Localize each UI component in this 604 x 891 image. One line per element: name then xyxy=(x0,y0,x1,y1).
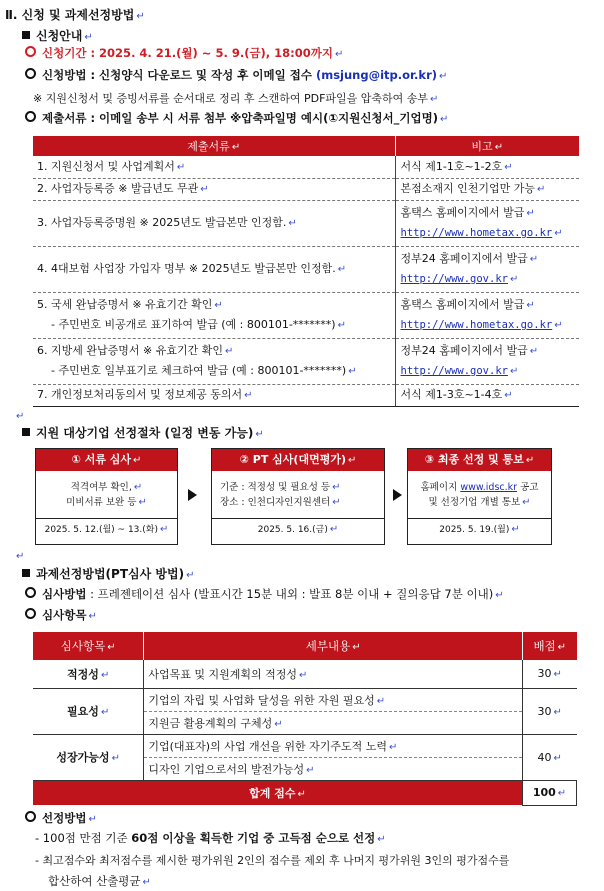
step-pt-review xyxy=(211,448,385,545)
application-guide-heading: 신청안내 ↵ xyxy=(22,27,93,44)
detail-cell: 사업목표 및 지원계획의 적정성 ↵ xyxy=(144,660,523,688)
score-header-points: 배점 ↵ xyxy=(523,632,577,660)
total-label: 합계 점수 ↵ xyxy=(33,780,523,805)
circle-bullet-icon xyxy=(25,811,36,822)
square-bullet-icon xyxy=(22,569,30,577)
step-date: 2025. 5. 19.(월) ↵ xyxy=(439,524,520,535)
step-body: 기준 : 적정성 및 필요성 등 ↵ 장소 : 인천디자인지원센터 ↵ xyxy=(212,471,384,519)
arrow-right-icon xyxy=(188,489,197,501)
circle-bullet-icon xyxy=(25,46,36,57)
step-title: ① 서류 심사 ↵ xyxy=(36,449,177,471)
docs-header-note: 비고 ↵ xyxy=(395,136,579,156)
doc-cell: 5. 국세 완납증명서 ※ 유효기간 확인 ↵ - 주민번호 비공개로 표기하여 발급 (예 : 800101-*******) ↵ xyxy=(33,292,395,338)
detail-cell: 기업(대표자)의 사업 개선을 위한 자기주도적 노력 ↵ xyxy=(144,734,523,757)
score-table xyxy=(33,632,577,806)
step-date: 2025. 5. 16.(금) ↵ xyxy=(257,524,339,535)
circle-bullet-icon xyxy=(25,608,36,619)
paragraph-mark: ↵ xyxy=(16,551,25,562)
hometax-link[interactable]: http://www.hometax.go.kr xyxy=(400,319,553,331)
square-bullet-icon xyxy=(22,31,30,39)
table-row xyxy=(33,178,579,200)
step-document-review xyxy=(35,448,178,545)
doc-cell: 7. 개인정보처리동의서 및 정보제공 동의서 ↵ xyxy=(33,384,395,406)
category-cell: 필요성 ↵ xyxy=(33,688,144,734)
docs-header-document: 제출서류 ↵ xyxy=(33,136,395,156)
circle-bullet-icon xyxy=(25,587,36,598)
doc-cell: 4. 4대보험 사업장 가입자 명부 ※ 2025년도 발급본만 인정함. ↵ xyxy=(33,246,395,292)
section-title: Ⅱ. 신청 및 과제선정방법 ↵ xyxy=(5,8,145,22)
circle-bullet-icon xyxy=(25,111,36,122)
paragraph-mark: ↵ xyxy=(16,411,25,422)
arrow-right-icon xyxy=(393,489,402,501)
square-bullet-icon xyxy=(22,428,30,436)
criteria-line-3: 합산하여 산출평균 ↵ xyxy=(48,874,151,888)
note-cell: 정부24 홈페이지에서 발급 ↵ http://www.gov.kr ↵ xyxy=(395,246,579,292)
detail-cell: 디자인 기업으로서의 발전가능성 ↵ xyxy=(144,757,523,780)
category-cell: 성장가능성 ↵ xyxy=(33,734,144,780)
gov24-link[interactable]: http://www.gov.kr xyxy=(400,365,508,377)
procedure-heading: 지원 대상기업 선정절차 (일정 변동 가능) ↵ xyxy=(22,424,264,441)
selection-heading: 과제선정방법(PT심사 방법) ↵ xyxy=(22,565,194,582)
application-method: 신청방법 : 신청양식 다운로드 및 작성 후 이메일 접수 (msjung@itp.or.kr) ↵ xyxy=(25,67,447,83)
hometax-link[interactable]: http://www.hometax.go.kr xyxy=(400,227,553,239)
application-period: 신청기간 : 2025. 4. 21.(월) ~ 5. 9.(금), 18:00까지 ↵ xyxy=(25,45,343,61)
doc-cell: 2. 사업자등록증 ※ 발급년도 무관 ↵ xyxy=(33,178,395,200)
detail-cell: 지원금 활용계획의 구체성 ↵ xyxy=(144,711,523,734)
doc-cell: 3. 사업자등록증명원 ※ 2025년도 발급본만 인정함. ↵ xyxy=(33,200,395,246)
points-cell: 30 ↵ xyxy=(523,660,577,688)
score-header-item: 심사항목 ↵ xyxy=(33,632,144,660)
note-cell: 정부24 홈페이지에서 발급 ↵ http://www.gov.kr ↵ xyxy=(395,338,579,384)
points-cell: 40 ↵ xyxy=(523,734,577,780)
table-row xyxy=(33,384,579,406)
circle-bullet-icon xyxy=(25,68,36,79)
table-row xyxy=(33,292,579,338)
step-final-selection xyxy=(407,448,552,545)
doc-cell: 1. 지원신청서 및 사업계획서 ↵ xyxy=(33,156,395,178)
detail-cell: 기업의 자립 및 사업화 달성을 위한 자원 필요성 ↵ xyxy=(144,688,523,711)
gov24-link[interactable]: http://www.gov.kr xyxy=(400,273,508,285)
table-row xyxy=(33,338,579,384)
criteria-line-2: - 최고점수와 최저점수를 제시한 평가위원 2인의 점수를 제외 후 나머지 평가위원 3인의 평가점수를 xyxy=(35,854,510,867)
table-row xyxy=(33,200,579,246)
documents-table xyxy=(33,136,579,407)
step-title: ③ 최종 선정 및 통보 ↵ xyxy=(408,449,551,471)
total-row xyxy=(33,780,577,805)
note-cell: 서식 제1-3호~1-4호 ↵ xyxy=(395,384,579,406)
table-row xyxy=(33,660,577,688)
criteria-label: 선정방법 ↵ xyxy=(25,810,97,826)
table-row xyxy=(33,246,579,292)
step-date: 2025. 5. 12.(월) ~ 13.(화) ↵ xyxy=(44,524,169,535)
note-cell: 홈택스 홈페이지에서 발급 ↵ http://www.hometax.go.kr ↵ xyxy=(395,292,579,338)
score-header-details: 세부내용 ↵ xyxy=(144,632,523,660)
table-row xyxy=(33,688,577,711)
table-row xyxy=(33,734,577,757)
step-body: 홈페이지 www.idsc.kr 공고 및 선정기업 개별 통보 ↵ xyxy=(408,471,551,519)
note-cell: 본점소재지 인천기업만 가능 ↵ xyxy=(395,178,579,200)
step-title: ② PT 심사(대면평가) ↵ xyxy=(212,449,384,471)
idsc-link[interactable]: www.idsc.kr xyxy=(460,482,518,493)
doc-cell: 6. 지방세 완납증명서 ※ 유효기간 확인 ↵ - 주민번호 일부표기로 체크하여 발급 (예 : 800101-*******) ↵ xyxy=(33,338,395,384)
review-method: 심사방법 : 프레젠테이션 심사 (발표시간 15분 내외 : 발표 8분 이내 + 질의응답 7분 이내) ↵ xyxy=(25,586,504,602)
category-cell: 적정성 ↵ xyxy=(33,660,144,688)
total-score: 100 ↵ xyxy=(523,780,577,805)
note-cell: 홈택스 홈페이지에서 발급 ↵ http://www.hometax.go.kr ↵ xyxy=(395,200,579,246)
note-cell: 서식 제1-1호~1-2호 ↵ xyxy=(395,156,579,178)
review-items-label: 심사항목 ↵ xyxy=(25,607,97,623)
criteria-line-1: - 100점 만점 기준 60점 이상을 획득한 기업 중 고득점 순으로 선정 ↵ xyxy=(35,831,386,845)
contact-email[interactable]: (msjung@itp.or.kr) xyxy=(315,68,438,82)
table-row xyxy=(33,156,579,178)
application-note: ※ 지원신청서 및 증빙서류를 순서대로 정리 후 스캔하여 PDF파일을 압축하여 송부 ↵ xyxy=(33,92,439,105)
points-cell: 30 ↵ xyxy=(523,688,577,734)
submission-docs: 제출서류 : 이메일 송부 시 서류 첨부 ※압축파일명 예시(①지원신청서_기업명) ↵ xyxy=(25,110,448,126)
step-body: 적격여부 확인, ↵ 미비서류 보완 등 ↵ xyxy=(36,471,177,519)
